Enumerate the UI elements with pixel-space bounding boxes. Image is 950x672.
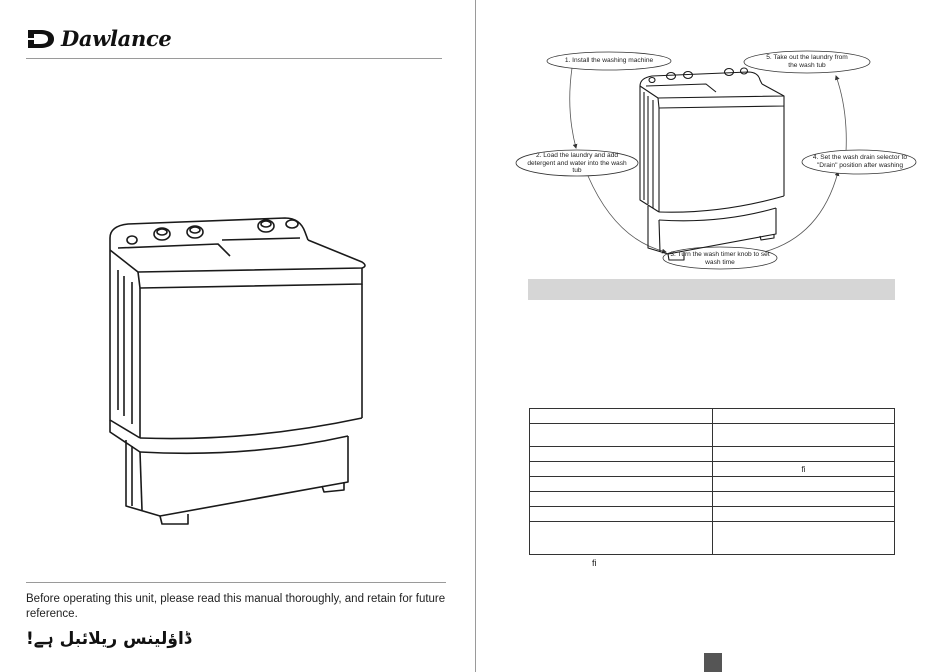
- step-2-label: 2. Load the laundry and add detergent and water into the wash tub: [527, 152, 627, 174]
- step-4-label: 4. Set the wash drain selector to "Drain" position after washing: [812, 154, 908, 169]
- table-row: [530, 507, 895, 522]
- reading-notice: Before operating this unit, please read this manual thoroughly, and retain for future reference.: [26, 593, 446, 620]
- table-cell: [530, 447, 713, 462]
- table-cell: [530, 462, 713, 477]
- step-3-label: 3. Turn the wash timer knob to set wash time: [670, 251, 770, 266]
- table-cell: [530, 522, 713, 555]
- table-row: [530, 462, 895, 477]
- table-cell: [713, 424, 895, 447]
- table-cell: [713, 492, 895, 507]
- section-header-bar: [528, 279, 895, 300]
- table-row: [530, 522, 895, 555]
- brand-name: Dawlance: [61, 26, 172, 51]
- page-number-marker: [704, 653, 722, 672]
- table-cell: [530, 409, 713, 424]
- table-footnote: fi: [592, 558, 597, 568]
- footer-divider: [26, 582, 446, 583]
- table-cell: [713, 507, 895, 522]
- table-cell: [530, 424, 713, 447]
- step-1-label: 1. Install the washing machine: [564, 57, 654, 64]
- right-page: [476, 0, 950, 672]
- specification-table: [529, 408, 895, 555]
- brand-logo: [26, 26, 172, 51]
- operation-cycle-diagram: [476, 0, 950, 290]
- table-cell: [713, 409, 895, 424]
- table-cell: [713, 477, 895, 492]
- table-row: [530, 492, 895, 507]
- step-5-label: 5. Take out the laundry from the wash tub: [766, 54, 848, 69]
- table-cell: [713, 447, 895, 462]
- table-row: [530, 447, 895, 462]
- table-cell: [713, 522, 895, 555]
- table-cell: [530, 492, 713, 507]
- table-cell: fi: [713, 462, 895, 477]
- urdu-slogan: ڈاؤلینس ریلائبل ہے!: [26, 629, 192, 649]
- table-row: [530, 409, 895, 424]
- table-cell: [530, 507, 713, 522]
- table-row: [530, 477, 895, 492]
- header-divider: [26, 58, 442, 59]
- dawlance-logo-icon: [26, 29, 56, 49]
- washing-machine-illustration: [100, 210, 370, 530]
- table-row: [530, 424, 895, 447]
- table-cell: [530, 477, 713, 492]
